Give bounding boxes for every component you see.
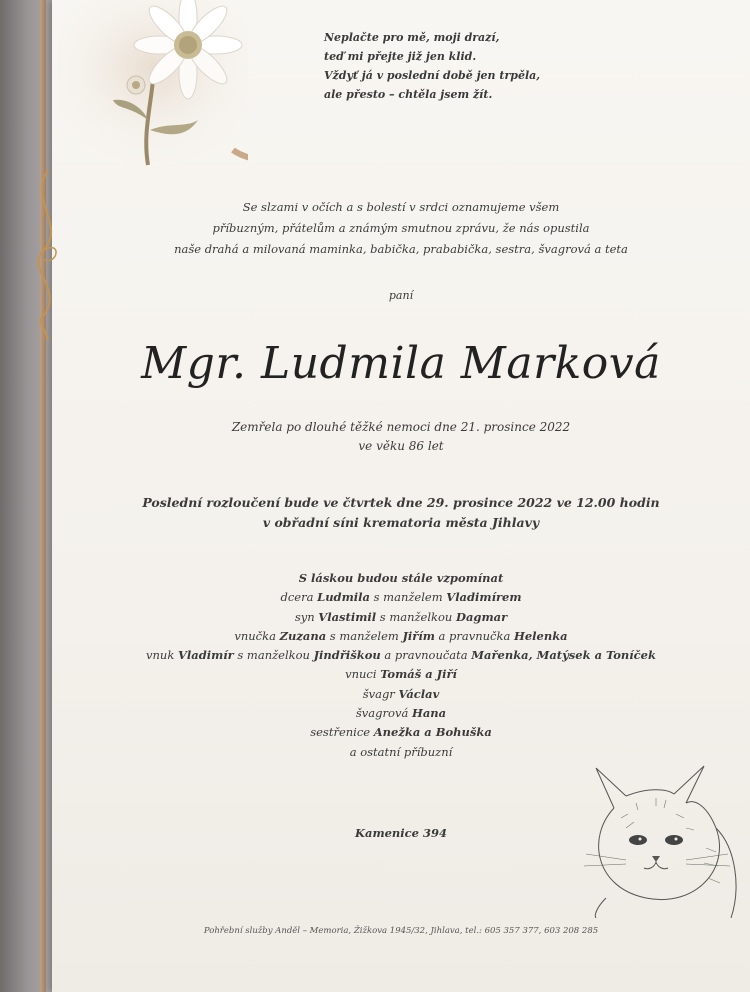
- death-info-line: ve věku 86 let: [358, 439, 444, 453]
- poem-line: ale přesto – chtěla jsem žít.: [324, 88, 493, 101]
- farewell-info: [52, 493, 750, 533]
- poem: [324, 28, 584, 104]
- daisy-flower-icon: [58, 0, 248, 170]
- funeral-service-footer: Pohřební služby Anděl – Memoria, Žižkova 1945/32, Jihlava, tel.: 605 357 377, 603 208 285: [203, 926, 599, 936]
- deceased-name: Mgr. Ludmila Marková: [141, 338, 661, 389]
- mourner-line: dcera Ludmila s manželem Vladimírem: [280, 590, 522, 605]
- mourner-line: švagr Václav: [362, 686, 440, 701]
- mourner-line: syn Vlastimil s manželkou Dagmar: [294, 609, 508, 624]
- mourners-list: [52, 569, 750, 762]
- mourner-line: vnuci Tomáš a Jiří: [345, 667, 457, 682]
- announcement-line: Se slzami v očích a s bolestí v srdci oznamujeme všem: [242, 200, 560, 214]
- farewell-line: Poslední rozloučení bude ve čtvrtek dne 29. prosince 2022 ve 12.00 hodin: [142, 495, 660, 510]
- poem-line: Neplačte pro mě, moji drazí,: [324, 31, 500, 44]
- mourner-line: švagrová Hana: [355, 706, 447, 721]
- announcement-text: [52, 197, 750, 260]
- kitten-sketch-icon: [566, 748, 744, 918]
- title-prefix: paní: [388, 289, 414, 302]
- address: Kamenice 394: [355, 826, 447, 840]
- mourners-heading: S láskou budou stále vzpomínat: [298, 571, 504, 585]
- farewell-line: v obřadní síni krematoria města Jihlavy: [262, 515, 540, 530]
- death-info-line: Zemřela po dlouhé těžké nemoci dne 21. prosince 2022: [231, 420, 571, 434]
- mourner-line: sestřenice Anežka a Bohuška: [310, 725, 492, 740]
- announcement-line: příbuzným, přátelům a známým smutnou zprávu, že nás opustila: [212, 221, 590, 235]
- mourner-line: a ostatní příbuzní: [349, 744, 453, 759]
- death-info: [52, 418, 750, 456]
- announcement-line: naše drahá a milovaná maminka, babička, prababička, sestra, švagrová a teta: [174, 242, 628, 256]
- folder-edge: [40, 0, 46, 992]
- poem-line: teď mi přejte již jen klid.: [324, 50, 477, 63]
- mourner-line: vnuk Vladimír s manželkou Jindřiškou a pravnoučata Mařenka, Matýsek a Toníček: [146, 648, 656, 663]
- mourner-line: vnučka Zuzana s manželem Jiřím a pravnučka Helenka: [234, 628, 568, 643]
- poem-line: Vždyť já v poslední době jen trpěla,: [324, 69, 541, 82]
